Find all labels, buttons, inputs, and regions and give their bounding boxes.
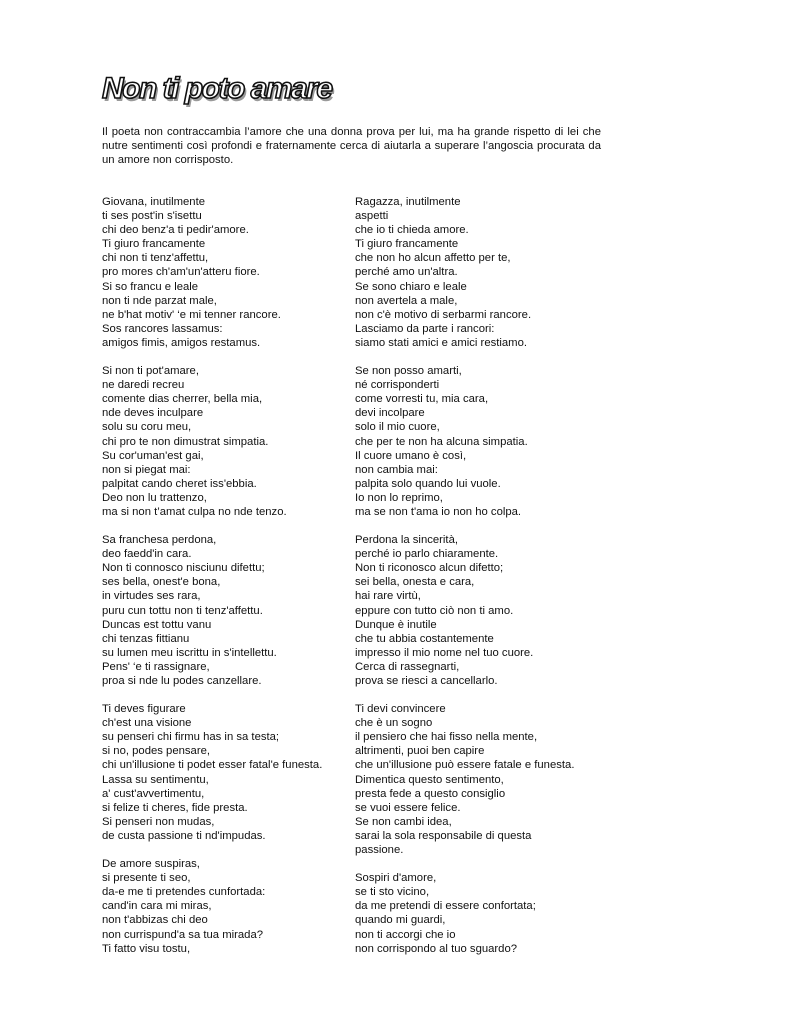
verse-line: non ti accorgi che io bbox=[355, 928, 456, 941]
verse-line: eppure con tutto ciò non ti amo. bbox=[355, 604, 514, 617]
verse-line: chi un'illusione ti podet esser fatal'e funesta. bbox=[102, 759, 323, 772]
verse-line: a' cust'avvertimentu, bbox=[102, 787, 205, 800]
verse-line: che per te non ha alcuna simpatia. bbox=[355, 435, 528, 448]
italian-stanza bbox=[355, 364, 595, 519]
intro-paragraph: Il poeta non contraccambia l’amore che una donna prova per lui, ma ha grande rispetto di lei che nutre sentimenti così profondi e fraternamente cerca di aiutarla a superare l’angoscia procurata da un amore non corrisposto. bbox=[102, 126, 601, 167]
verse-line: perché amo un'altra. bbox=[355, 266, 458, 279]
verse-line: Si penseri non mudas, bbox=[102, 815, 215, 828]
verse-line: Il cuore umano è così, bbox=[355, 449, 467, 462]
verse-line: hai rare virtù, bbox=[355, 590, 421, 603]
verse-line: da-e me ti pretendes cunfortada: bbox=[102, 886, 266, 899]
verse-line: Si so francu e leale bbox=[102, 280, 199, 293]
verse-line: impresso il mio nome nel tuo cuore. bbox=[355, 646, 534, 659]
verse-line: devi incolpare bbox=[355, 407, 425, 420]
verse-line: non si piegat mai: bbox=[102, 463, 191, 476]
verse-line: ne b'hat motiv' ‘e mi tenner rancore. bbox=[102, 308, 281, 321]
verse-line: ses bella, onest'e bona, bbox=[102, 576, 221, 589]
verse-line: Non ti connosco nisciunu difettu; bbox=[102, 562, 265, 575]
verse-line: Su cor'uman'est gai, bbox=[102, 449, 204, 462]
verse-line: che un'illusione può essere fatale e funesta. bbox=[355, 759, 575, 772]
italian-column bbox=[355, 195, 595, 970]
verse-line: prova se riesci a cancellarlo. bbox=[355, 675, 498, 687]
italian-stanza bbox=[355, 195, 595, 350]
verse-line: solu su coru meu, bbox=[102, 421, 192, 434]
verse-line: Sa franchesa perdona, bbox=[102, 534, 217, 547]
verse-line: che non ho alcun affetto per te, bbox=[355, 252, 511, 265]
verse-line: Ti giuro francamente bbox=[102, 238, 206, 251]
verse-line: non corrispondo al tuo sguardo? bbox=[355, 942, 518, 955]
verse-line: ma se non t'ama io non ho colpa. bbox=[355, 505, 522, 518]
verse-line: se vuoi essere felice. bbox=[355, 801, 461, 814]
verse-line: Sospiri d'amore, bbox=[355, 872, 437, 885]
verse-line: Dimentica questo sentimento, bbox=[355, 773, 504, 786]
verse-line: palpita solo quando lui vuole. bbox=[355, 477, 501, 490]
verse-line: sei bella, onesta e cara, bbox=[355, 576, 475, 589]
verse-line: sarai la sola responsabile di questa bbox=[355, 829, 532, 842]
sardinian-stanza bbox=[102, 195, 342, 350]
verse-line: cand'in cara mi miras, bbox=[102, 900, 212, 913]
verse-line: non currispund'a sa tua mirada? bbox=[102, 928, 264, 941]
verse-line: in virtudes ses rara, bbox=[102, 590, 201, 603]
verse-line: Duncas est tottu vanu bbox=[102, 618, 212, 631]
verse-line: comente dias cherrer, bella mia, bbox=[102, 393, 263, 406]
verse-line: Perdona la sincerità, bbox=[355, 534, 458, 547]
verse-line: su lumen meu iscrittu in s'intellettu. bbox=[102, 646, 277, 659]
verse-line: passione. bbox=[355, 844, 404, 857]
verse-line: Ti deves figurare bbox=[102, 703, 186, 716]
verse-line: che è un sogno bbox=[355, 717, 433, 730]
verse-line: né corrisponderti bbox=[355, 379, 440, 392]
verse-line: ne daredi recreu bbox=[102, 379, 185, 392]
sardinian-stanza bbox=[102, 702, 342, 843]
verse-line: Cerca di rassegnarti, bbox=[355, 660, 460, 673]
verse-line: perché io parlo chiaramente. bbox=[355, 548, 499, 561]
sardinian-stanza bbox=[102, 857, 342, 956]
verse-line: che tu abbia costantemente bbox=[355, 632, 494, 645]
verse-line: proa si nde lu podes canzellare. bbox=[102, 675, 262, 687]
verse-line: aspetti bbox=[355, 210, 389, 223]
verse-line: solo il mio cuore, bbox=[355, 421, 440, 434]
verse-line: Ti giuro francamente bbox=[355, 238, 459, 251]
verse-line: Ragazza, inutilmente bbox=[355, 196, 461, 208]
verse-line: chi deo benz'a ti pedir'amore. bbox=[102, 224, 249, 237]
verse-line: come vorresti tu, mia cara, bbox=[355, 393, 489, 406]
verse-line: non c'è motivo di serbarmi rancore. bbox=[355, 308, 532, 321]
verse-line: Se non cambi idea, bbox=[355, 815, 452, 828]
verse-line: Giovana, inutilmente bbox=[102, 196, 205, 208]
verse-line: ma si non t’amat culpa no nde tenzo. bbox=[102, 505, 287, 518]
verse-line: Se sono chiaro e leale bbox=[355, 280, 467, 293]
verse-line: se ti sto vicino, bbox=[355, 886, 430, 899]
verse-line: siamo stati amici e amici restiamo. bbox=[355, 336, 528, 349]
verse-line: su penseri chi firmu has in sa testa; bbox=[102, 731, 280, 744]
italian-stanza bbox=[355, 702, 595, 857]
poem-title: Non ti poto amare bbox=[102, 72, 332, 105]
verse-line: Lasciamo da parte i rancori: bbox=[355, 322, 495, 335]
verse-line: pro mores ch'am'un'atteru fiore. bbox=[102, 266, 260, 279]
sardinian-column bbox=[102, 195, 342, 970]
sardinian-stanza bbox=[102, 364, 342, 519]
verse-line: nde deves inculpare bbox=[102, 407, 204, 420]
verse-line: Ti devi convincere bbox=[355, 703, 446, 716]
verse-line: palpitat cando cheret iss'ebbia. bbox=[102, 477, 257, 490]
verse-line: che io ti chieda amore. bbox=[355, 224, 469, 237]
verse-line: de custa passione ti nd'impudas. bbox=[102, 829, 266, 842]
verse-line: Sos rancores lassamus: bbox=[102, 322, 223, 335]
verse-line: non t'abbizas chi deo bbox=[102, 914, 208, 927]
verse-line: Pens' ‘e ti rassignare, bbox=[102, 660, 210, 673]
verse-line: ti ses post'in s'isettu bbox=[102, 210, 202, 223]
sardinian-stanza bbox=[102, 533, 342, 688]
verse-line: Se non posso amarti, bbox=[355, 365, 462, 378]
verse-line: non cambia mai: bbox=[355, 463, 438, 476]
verse-line: puru cun tottu non ti tenz'affettu. bbox=[102, 604, 263, 617]
verse-line: Deo non lu trattenzo, bbox=[102, 491, 207, 504]
verse-line: amigos fimis, amigos restamus. bbox=[102, 336, 261, 349]
verse-line: quando mi guardi, bbox=[355, 914, 446, 927]
verse-line: da me pretendi di essere confortata; bbox=[355, 900, 536, 913]
verse-line: ch'est una visione bbox=[102, 717, 192, 730]
verse-line: Lassa su sentimentu, bbox=[102, 773, 209, 786]
verse-line: Io non lo reprimo, bbox=[355, 491, 443, 504]
verse-line: non ti nde parzat male, bbox=[102, 294, 217, 307]
verse-line: presta fede a questo consiglio bbox=[355, 787, 506, 800]
verse-line: chi pro te non dimustrat simpatia. bbox=[102, 435, 269, 448]
verse-line: si presente ti seo, bbox=[102, 872, 191, 885]
verse-line: De amore suspiras, bbox=[102, 858, 200, 871]
verse-line: Si non ti pot'amare, bbox=[102, 365, 199, 378]
italian-stanza bbox=[355, 533, 595, 688]
verse-line: Dunque è inutile bbox=[355, 618, 437, 631]
verse-line: Non ti riconosco alcun difetto; bbox=[355, 562, 504, 575]
italian-stanza bbox=[355, 871, 595, 956]
verse-line: deo faedd'in cara. bbox=[102, 548, 192, 561]
verse-line: si felize ti cheres, fide presta. bbox=[102, 801, 248, 814]
verse-line: il pensiero che hai fisso nella mente, bbox=[355, 731, 538, 744]
verse-line: non avertela a male, bbox=[355, 294, 458, 307]
verse-line: si no, podes pensare, bbox=[102, 745, 211, 758]
verse-line: Ti fatto visu tostu, bbox=[102, 942, 191, 955]
verse-line: altrimenti, puoi ben capire bbox=[355, 745, 485, 758]
verse-line: chi non ti tenz'affettu, bbox=[102, 252, 209, 265]
verse-line: chi tenzas fittianu bbox=[102, 632, 190, 645]
